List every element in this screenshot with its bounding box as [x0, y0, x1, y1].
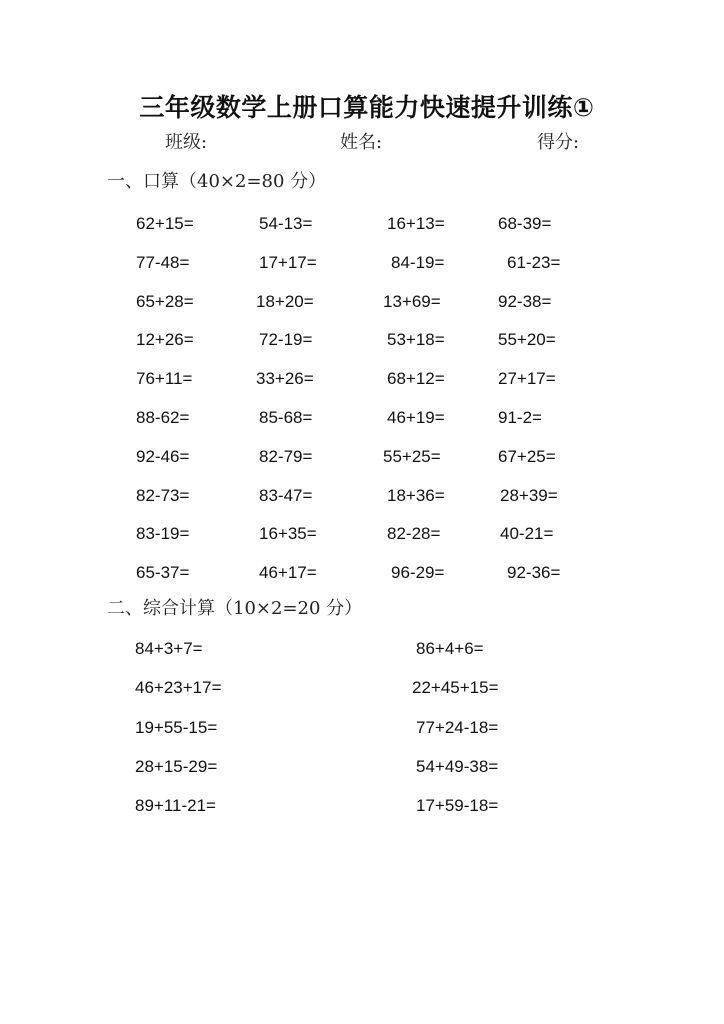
problem: 17+59-18=	[416, 796, 499, 816]
problem: 16+35=	[259, 524, 317, 544]
problem: 72-19=	[259, 330, 313, 350]
problem: 68-39=	[498, 214, 552, 233]
class-label: 班级:	[165, 132, 208, 153]
section1-heading: 一、口算（40×2=80 分）	[107, 171, 327, 192]
problem: 89+11-21=	[135, 796, 216, 816]
problem: 46+17=	[259, 563, 317, 583]
problem: 28+15-29=	[135, 756, 218, 776]
problem: 91-2=	[498, 408, 542, 427]
problem: 33+26=	[256, 369, 314, 389]
problem: 82-79=	[259, 446, 313, 466]
problem: 96-29=	[391, 563, 445, 583]
problem: 82-28=	[387, 524, 441, 544]
problem: 27+17=	[498, 369, 556, 389]
problem: 22+45+15=	[412, 678, 499, 698]
problem: 84+3+7=	[135, 639, 203, 658]
name-label: 姓名:	[340, 132, 383, 153]
problem: 67+25=	[498, 446, 556, 466]
problem: 62+15=	[136, 214, 194, 233]
problem: 55+20=	[498, 330, 556, 350]
problem: 92-38=	[498, 291, 552, 311]
problem: 65+28=	[136, 291, 194, 311]
problem: 92-46=	[136, 446, 190, 466]
problem: 19+55-15=	[135, 717, 218, 737]
problem: 18+20=	[256, 291, 314, 311]
problem: 65-37=	[136, 563, 190, 583]
problem: 88-62=	[136, 408, 190, 427]
worksheet-title: 三年级数学上册口算能力快速提升训练①	[139, 93, 595, 122]
problem: 77-48=	[136, 252, 190, 272]
problem: 53+18=	[387, 330, 445, 350]
problem: 40-21=	[500, 524, 554, 544]
problem: 85-68=	[259, 408, 313, 427]
problem: 83-19=	[136, 524, 190, 544]
problem: 61-23=	[507, 252, 561, 272]
problem: 76+11=	[136, 369, 193, 389]
problem: 46+19=	[387, 408, 445, 427]
problem: 18+36=	[387, 485, 445, 505]
problem: 92-36=	[507, 563, 561, 583]
problem: 55+25=	[383, 446, 441, 466]
problem: 82-73=	[136, 485, 190, 505]
problem: 46+23+17=	[135, 678, 222, 698]
problem: 54-13=	[259, 214, 313, 233]
problem: 77+24-18=	[416, 717, 499, 737]
problem: 86+4+6=	[416, 639, 484, 658]
problem: 17+17=	[259, 252, 317, 272]
problem: 84-19=	[391, 252, 445, 272]
problem: 12+26=	[136, 330, 194, 350]
problem: 68+12=	[387, 369, 445, 389]
problem: 16+13=	[387, 214, 445, 233]
problem: 83-47=	[259, 485, 313, 505]
problem: 13+69=	[383, 291, 441, 311]
problem: 54+49-38=	[416, 756, 499, 776]
score-label: 得分:	[537, 132, 580, 153]
section2-heading: 二、综合计算（10×2=20 分）	[107, 598, 363, 619]
problem: 28+39=	[500, 485, 558, 505]
